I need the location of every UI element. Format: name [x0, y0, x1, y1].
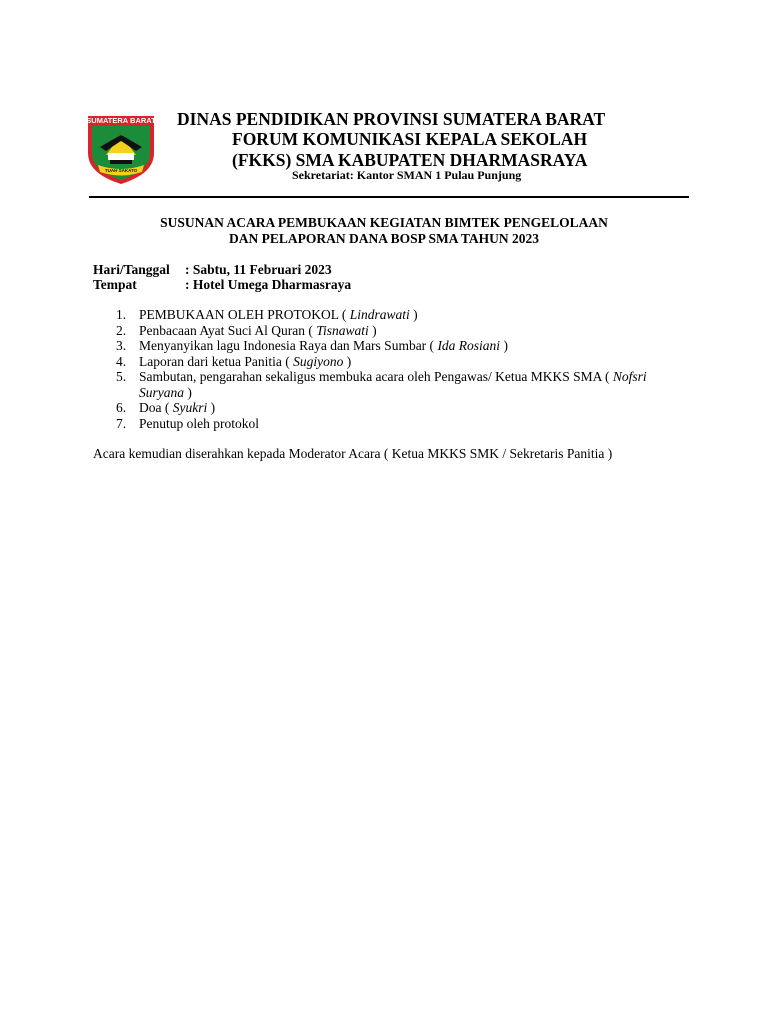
- header-secretariat: Sekretariat: Kantor SMAN 1 Pulau Punjung: [292, 168, 522, 182]
- document-title-line-1: SUSUNAN ACARA PEMBUKAAN KEGIATAN BIMTEK PENGELOLAAN: [160, 215, 608, 230]
- header-agency: DINAS PENDIDIKAN PROVINSI SUMATERA BARAT: [177, 109, 606, 129]
- agenda-item: [93, 307, 653, 323]
- agenda-text: Laporan dari ketua Panitia (: [139, 353, 294, 369]
- info-date-value: : Sabtu, 11 Februari 2023: [185, 262, 332, 277]
- agenda-person: Ida Rosiani: [437, 338, 501, 353]
- agenda-list: [93, 307, 653, 431]
- agenda-text: PEMBUKAAN OLEH PROTOKOL (: [139, 307, 350, 322]
- agenda-close: ): [184, 384, 192, 400]
- emblem-ribbon-text: TUAH SAKATO: [104, 168, 138, 173]
- info-place-value: : Hotel Umega Dharmasraya: [185, 277, 352, 292]
- agenda-person: Syukri: [172, 400, 208, 415]
- agenda-text: Penbacaan Ayat Suci Al Quran (: [139, 322, 317, 338]
- sumatera-barat-emblem: [86, 113, 156, 185]
- agenda-person: Lindrawati: [349, 307, 410, 322]
- agenda-item: [93, 400, 653, 416]
- agenda-item: [93, 416, 653, 432]
- agenda-item: [93, 354, 653, 370]
- info-place-row: [93, 277, 351, 293]
- agenda-number: 7.: [116, 415, 127, 431]
- agenda-text: Menyanyikan lagu Indonesia Raya dan Mars Sumbar (: [139, 338, 438, 353]
- info-date-row: [93, 262, 332, 278]
- agenda-text: Penutup oleh protokol: [139, 415, 259, 431]
- agenda-close: ): [207, 400, 216, 415]
- agenda-close: ): [409, 307, 418, 322]
- agenda-item: [93, 369, 653, 400]
- agenda-number: 5.: [116, 369, 127, 384]
- agenda-number: 6.: [116, 400, 127, 415]
- header-fkks: (FKKS) SMA KABUPATEN DHARMASRAYA: [232, 150, 588, 170]
- header-forum: FORUM KOMUNIKASI KEPALA SEKOLAH: [232, 129, 588, 149]
- agenda-item: [93, 323, 653, 339]
- document-title-line-2: DAN PELAPORAN DANA BOSP SMA TAHUN 2023: [228, 231, 540, 246]
- agenda-text: Doa (: [139, 400, 173, 415]
- agenda-number: 4.: [116, 353, 127, 369]
- info-place-label: Tempat: [93, 277, 137, 292]
- header-divider: [89, 196, 689, 198]
- agenda-person: Nofsri Suryana: [139, 369, 647, 400]
- agenda-item: [93, 338, 653, 354]
- agenda-text: Sambutan, pengarahan sekaligus membuka acara oleh Pengawas/ Ketua MKKS SMA (: [139, 369, 613, 384]
- agenda-number: 2.: [116, 322, 127, 338]
- agenda-close: ): [500, 338, 508, 353]
- closing-note: Acara kemudian diserahkan kepada Moderator Acara ( Ketua MKKS SMK / Sekretaris Panitia ): [93, 446, 613, 461]
- agenda-close: ): [368, 322, 377, 338]
- agenda-person: Tisnawati: [316, 322, 369, 338]
- agenda-number: 1.: [116, 307, 127, 322]
- agenda-close: ): [343, 353, 352, 369]
- info-date-label: Hari/Tanggal: [93, 262, 170, 277]
- agenda-number: 3.: [116, 338, 127, 353]
- agenda-person: Sugiyono: [293, 353, 344, 369]
- emblem-top-text: SUMATERA BARAT: [86, 116, 156, 125]
